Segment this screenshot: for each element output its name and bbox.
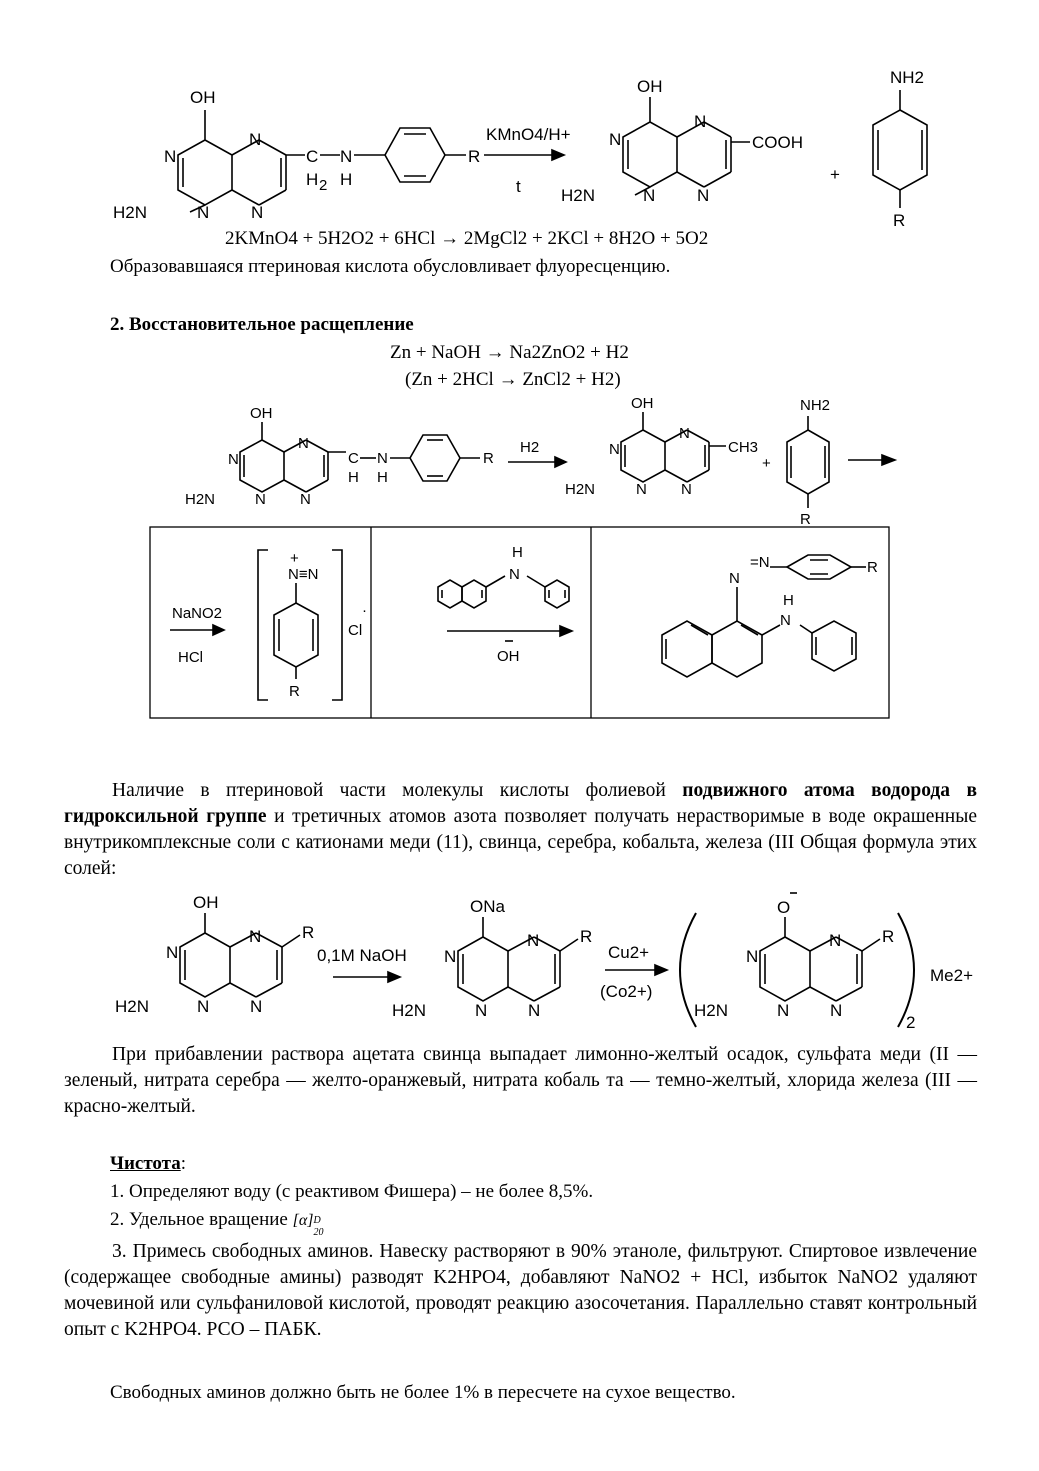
label-h2: H [306,170,319,189]
label-c: C [348,450,359,467]
metal-complex-structure [760,917,880,1001]
label-h2n: H2N [565,481,596,498]
paragraph-bold-text: подвижного атома водорода в гидроксильной группе [64,780,977,827]
label-n: N [298,435,309,452]
reagent-co: (Co2+) [600,982,653,1001]
phenyl-naphthylamine-structure [438,576,569,608]
label-n: N [830,1001,843,1020]
sodium-pterinate-structure [458,917,578,1001]
label-n: N [694,112,707,131]
paragraph-text: Наличие в птериновой части молекулы кислоты фолиевой [112,780,683,801]
label-plus: + [290,550,299,567]
label-r: R [302,923,315,942]
paragraph-text: и третичных атомов азота позволяет получать нерастворимые в воде окрашенные внутрикомплексные соли с катионами меди (11), свинца, серебра, кобальта, железа (III Общая формула этих солей: [64,806,978,879]
purity-item-amines: 3. Примесь свободных аминов. Навеску растворяют в 90% этаноле, фильтруют. Спиртовое извлечение (содержащее свободные амины) разводят K2HPO4, добавляют NaNO2 + HCl, избыток NaNO2 удаляют мочевиной или сульфаниловой кислотой, проводят реакцию азосочетания. Параллельно ставят контрольный опыт с K2HPO4. РСО – ПАБК. [64,1241,977,1340]
label-diazonium: N≡N [288,566,319,583]
label-h: H [377,469,388,486]
label-n: N [197,997,210,1016]
pterine-carboxylic-structure [623,97,750,195]
label-h2n: H2N [113,203,148,222]
label-r: R [800,511,811,528]
label-n: N [527,931,540,950]
label-h: H [512,544,523,561]
reagent-naoh: 0,1M NaOH [317,946,407,965]
label-oh: OH [250,405,273,422]
label-r: R [483,450,494,467]
equation-zn-hcl: (Zn + 2HCl → ZnCl2 + H2) [405,369,621,390]
label-n: N [164,147,177,166]
label-n: N [746,947,759,966]
label-n: N [475,1001,488,1020]
label-n: N [377,450,388,467]
label-n: N [249,927,262,946]
label-n: N [609,130,622,149]
label-n: N [609,441,620,458]
methylpterin-structure [621,412,726,482]
scheme-reduction [0,390,1039,530]
label-n: N [340,147,353,166]
label-sub2: 2 [906,1013,916,1032]
label-me: Me2+ [930,966,973,985]
label-oh: OH [637,77,663,96]
text-pterine-fluorescence: Образовавшаяся птериновая кислота обусловливает флуоресценцию. [110,256,671,277]
reagent-oh: OH [497,648,520,665]
azo-dye-structure [662,555,866,677]
label-azo: =N [750,554,770,571]
scheme-azo-coupling [0,525,1039,725]
rotation-sup: D [313,1215,321,1226]
label-r: R [882,927,895,946]
purity-colon: : [180,1153,187,1174]
diazonium-structure [274,583,318,679]
label-n: N [829,931,842,950]
reagent-h2: H2 [520,439,540,456]
label-n: N [643,186,656,205]
label-oh: OH [631,395,654,412]
purity-title: Чистота [110,1153,181,1174]
label-n: N [166,943,179,962]
paragraph-complex-salts [64,778,977,882]
label-dot: · [362,602,367,619]
section-title-reduction: 2. Восстановительное расщепление [110,314,414,335]
reagent-kmno4: KMnO4/H+ [486,125,571,144]
label-n: N [780,612,791,629]
label-h: H [340,170,353,189]
equation-kmno4: 2KMnO4 + 5H2O2 + 6HCl → 2MgCl2 + 2KCl + 8H2O + 5O2 [225,228,709,249]
purity-item-limit: Свободных аминов должно быть не более 1% в пересчете на сухое вещество. [110,1382,736,1403]
reagent-nano2: NaNO2 [172,605,223,622]
label-r: R [468,147,481,166]
label-n: N [697,186,710,205]
label-nh2: NH2 [800,397,831,414]
scheme-salt-formation [0,895,1039,1040]
label-n: N [250,997,263,1016]
label-h2n: H2N [185,491,216,508]
label-c: C [306,147,319,166]
label-ona: ONa [470,897,505,916]
label-r: R [867,559,878,576]
label-h2n: H2N [115,997,150,1016]
label-r: R [893,211,906,230]
aniline-structure [787,416,829,508]
purity-item-water: 1. Определяют воду (с реактивом Фишера) – не более 8,5%. [110,1181,594,1202]
label-n: N [636,481,647,498]
label-cl: Cl [348,622,363,639]
label-n: N [777,1001,790,1020]
reagent-hcl: HCl [178,649,203,666]
label-n: N [679,425,690,442]
reagent-t: t [516,177,521,196]
label-n: N [249,130,262,149]
label-h2n: H2N [561,186,596,205]
label-o: O [777,898,791,917]
label-sub2: 2 [319,177,328,194]
label-h: H [783,592,794,609]
label-n: N [681,481,692,498]
reagent-cu: Cu2+ [608,943,650,962]
paragraph-precipitates: При прибавлении раствора ацетата свинца выпадает лимонно-желтый осадок, сульфата меди (II — зеленый, нитрата серебра — желто-оранжевый, нитрата кобаль та — темно-желтый, хлорида железа (III — красно-желтый. [64,1044,977,1117]
label-n: N [197,203,210,222]
label-h2: H [348,469,359,486]
label-oh: OH [193,893,219,912]
label-n: N [255,491,266,508]
label-cooh: COOH [752,133,803,152]
label-n: N [228,451,239,468]
pteridine-structure [240,422,480,492]
aniline-structure [873,90,927,208]
label-r: R [580,927,593,946]
label-n: N [251,203,264,222]
label-plus: + [762,455,771,472]
label-n: N [300,491,311,508]
section-purity [110,1153,186,1175]
purity-item-rotation [110,1209,327,1238]
label-ch3: CH3 [728,439,759,456]
label-r: R [289,683,300,700]
rotation-sub: 20 [313,1227,324,1238]
label-n: N [509,566,520,583]
rotation-text: 2. Удельное вращение [110,1209,288,1230]
equation-zn-naoh: Zn + NaOH → Na2ZnO2 + H2 [390,342,629,363]
label-nh2: NH2 [890,68,925,87]
rotation-formula: [α] [292,1212,314,1229]
label-n: N [729,570,740,587]
label-h2n: H2N [694,1001,729,1020]
label-plus: + [830,165,840,184]
scheme-oxidative-cleavage [0,0,1039,240]
label-n: N [444,947,457,966]
label-h2n: H2N [392,1001,427,1020]
pterin-structure [180,913,300,997]
pteridine-structure [178,110,466,212]
label-oh: OH [190,88,216,107]
label-n: N [528,1001,541,1020]
